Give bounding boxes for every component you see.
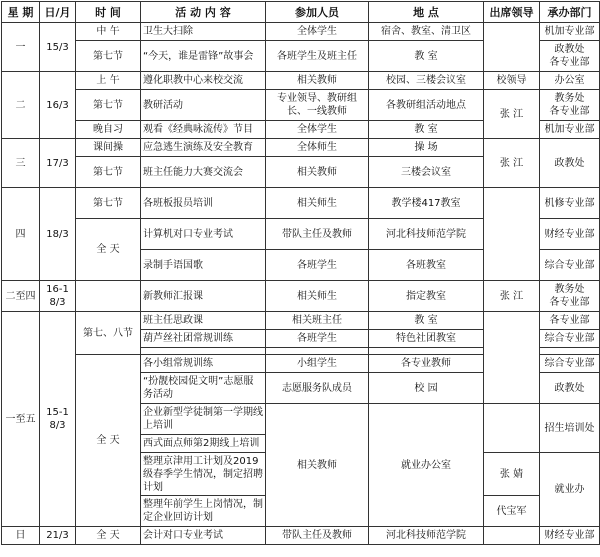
location-cell: 各班教室 (369, 250, 484, 281)
activity-cell: 各小组常规训练 (141, 355, 266, 373)
table-row (2, 527, 600, 545)
date-cell: 21/3 (40, 527, 76, 545)
leader-cell: 代宝军 (484, 496, 540, 527)
date-cell: 15-18/3 (40, 312, 76, 527)
activity-cell: 企业新型学徒制第一学期线上培训 (141, 404, 266, 435)
location-cell: 教 室 (369, 312, 484, 330)
activity-cell: 班主任思政课 (141, 312, 266, 330)
location-cell: 河北科技师范学院 (369, 527, 484, 545)
participants-cell: 全体学生 (266, 121, 369, 139)
activity-cell: 观看《经典咏流传》节目 (141, 121, 266, 139)
dept-cell: 财经专业部 (540, 219, 600, 250)
location-cell: 就业办公室 (369, 404, 484, 527)
activity-cell (141, 348, 266, 355)
activity-cell: 应急逃生演练及安全教育 (141, 139, 266, 157)
dept-cell: 各专业部 (540, 312, 600, 330)
participants-cell (266, 348, 369, 355)
activity-cell: “今天，谁是雷锋”故事会 (141, 41, 266, 72)
time-cell: 第七节 (76, 41, 141, 72)
table-row (2, 188, 600, 219)
header-row (2, 2, 600, 23)
table-row (2, 23, 600, 41)
participants-cell: 各班学生 (266, 250, 369, 281)
weekday-cell: 二至四 (2, 281, 40, 312)
activity-cell: 计算机对口专业考试 (141, 219, 266, 250)
weekday-cell: 日 (2, 527, 40, 545)
time-cell: 第七节 (76, 188, 141, 219)
header-time: 时 间 (76, 2, 141, 23)
participants-cell: 带队主任及教师 (266, 219, 369, 250)
time-cell: 第七节 (76, 157, 141, 188)
location-cell: 各教研组活动地点 (369, 90, 484, 121)
dept-cell: 机加专业部 (540, 23, 600, 41)
table-row (2, 139, 600, 157)
time-cell: 上 午 (76, 72, 141, 90)
location-cell: 校 园 (369, 373, 484, 404)
activity-cell: 葫芦丝社团常规训练 (141, 330, 266, 348)
participants-cell: 带队主任及教师 (266, 527, 369, 545)
date-cell: 16/3 (40, 72, 76, 139)
participants-cell: 相关教师 (266, 72, 369, 90)
activity-cell: 遵化职教中心来校交流 (141, 72, 266, 90)
header-date: 日/月 (40, 2, 76, 23)
activity-cell: 西式面点师第2期线上培训 (141, 435, 266, 453)
activity-cell: 整理京津用工计划及2019级春季学生情况，制定招聘计划 (141, 453, 266, 496)
date-cell: 18/3 (40, 188, 76, 281)
table-row (2, 281, 600, 312)
time-cell: 全 天 (76, 355, 141, 527)
date-cell: 16-18/3 (40, 281, 76, 312)
time-cell: 第七节 (76, 90, 141, 121)
date-cell: 17/3 (40, 139, 76, 188)
weekday-cell: 三 (2, 139, 40, 188)
dept-cell: 政教处 (540, 373, 600, 404)
time-cell: 全 天 (76, 527, 141, 545)
time-cell: 晚自习 (76, 121, 141, 139)
dept-cell: 政教处 各专业部 (540, 41, 600, 72)
table-row (2, 90, 600, 121)
dept-cell: 综合专业部 (540, 330, 600, 348)
header-location: 地 点 (369, 2, 484, 23)
dept-cell: 教务处 各专业部 (540, 281, 600, 312)
activity-cell: 班主任能力大赛交流会 (141, 157, 266, 188)
leader-cell: 张 江 (484, 90, 540, 139)
leader-cell (484, 188, 540, 281)
activity-cell: 录制手语国歌 (141, 250, 266, 281)
time-cell: 全 天 (76, 219, 141, 281)
location-cell: 河北科技师范学院 (369, 219, 484, 250)
participants-cell: 全体师生 (266, 139, 369, 157)
header-leader: 出席领导 (484, 2, 540, 23)
dept-cell: 政教处 (540, 139, 600, 188)
location-cell: 指定教室 (369, 281, 484, 312)
leader-cell (484, 527, 540, 545)
table-row (2, 312, 600, 330)
activity-cell: “扮靓校园促文明”志愿服务活动 (141, 373, 266, 404)
participants-cell: 相关师生 (266, 188, 369, 219)
weekday-cell: 四 (2, 188, 40, 281)
location-cell: 校园、三楼会议室 (369, 72, 484, 90)
dept-cell: 招生培训处 (540, 404, 600, 453)
date-cell: 15/3 (40, 23, 76, 72)
header-weekday: 星 期 (2, 2, 40, 23)
table-row (2, 72, 600, 90)
location-cell: 教 室 (369, 121, 484, 139)
location-cell: 宿舍、教室、清卫区 (369, 23, 484, 41)
activity-cell: 整理年前学生上岗情况，制定企业回访计划 (141, 496, 266, 527)
activity-cell: 各班板报员培训 (141, 188, 266, 219)
participants-cell: 全体学生 (266, 23, 369, 41)
weekday-cell: 一 (2, 23, 40, 72)
leader-cell (484, 312, 540, 404)
activity-cell: 卫生大扫除 (141, 23, 266, 41)
header-activity: 活 动 内 容 (141, 2, 266, 23)
activity-cell: 会计对口专业考试 (141, 527, 266, 545)
dept-cell: 综合专业部 (540, 355, 600, 373)
weekly-schedule-table (1, 1, 600, 545)
leader-cell: 张 江 (484, 281, 540, 312)
participants-cell: 各班学生及班主任 (266, 41, 369, 72)
time-cell: 第七、八节 (76, 312, 141, 355)
time-cell: 中 午 (76, 23, 141, 41)
participants-cell: 相关班主任 (266, 312, 369, 330)
header-participants: 参加人员 (266, 2, 369, 23)
participants-cell: 专业领导、教研组长、一线教师 (266, 90, 369, 121)
location-cell: 操 场 (369, 139, 484, 157)
activity-cell: 新教师汇报课 (141, 281, 266, 312)
dept-cell (540, 348, 600, 355)
weekday-cell: 二 (2, 72, 40, 139)
dept-cell: 办公室 (540, 72, 600, 90)
leader-cell (484, 23, 540, 72)
location-cell: 三楼会议室 (369, 157, 484, 188)
participants-cell: 各班学生 (266, 330, 369, 348)
location-cell: 各专业教师 (369, 355, 484, 373)
dept-cell: 机修专业部 (540, 188, 600, 219)
dept-cell: 机加专业部 (540, 121, 600, 139)
location-cell: 特色社团教室 (369, 330, 484, 348)
time-cell: 课间操 (76, 139, 141, 157)
location-cell (369, 348, 484, 355)
dept-cell: 就业办 (540, 453, 600, 527)
location-cell: 教 室 (369, 41, 484, 72)
participants-cell: 相关教师 (266, 157, 369, 188)
leader-cell: 校领导 (484, 72, 540, 90)
dept-cell: 财经专业部 (540, 527, 600, 545)
location-cell: 教学楼417教室 (369, 188, 484, 219)
weekday-cell: 一至五 (2, 312, 40, 527)
participants-cell: 小组学生 (266, 355, 369, 373)
leader-cell: 张 江 (484, 139, 540, 188)
activity-cell: 教研活动 (141, 90, 266, 121)
participants-cell: 志愿服务队成员 (266, 373, 369, 404)
dept-cell: 综合专业部 (540, 250, 600, 281)
participants-cell: 相关教师 (266, 404, 369, 527)
leader-cell: 张 婧 (484, 453, 540, 496)
dept-cell: 教务处 各专业部 (540, 90, 600, 121)
time-cell (76, 281, 141, 312)
leader-cell (484, 404, 540, 453)
participants-cell: 相关师生 (266, 281, 369, 312)
header-dept: 承办部门 (540, 2, 600, 23)
